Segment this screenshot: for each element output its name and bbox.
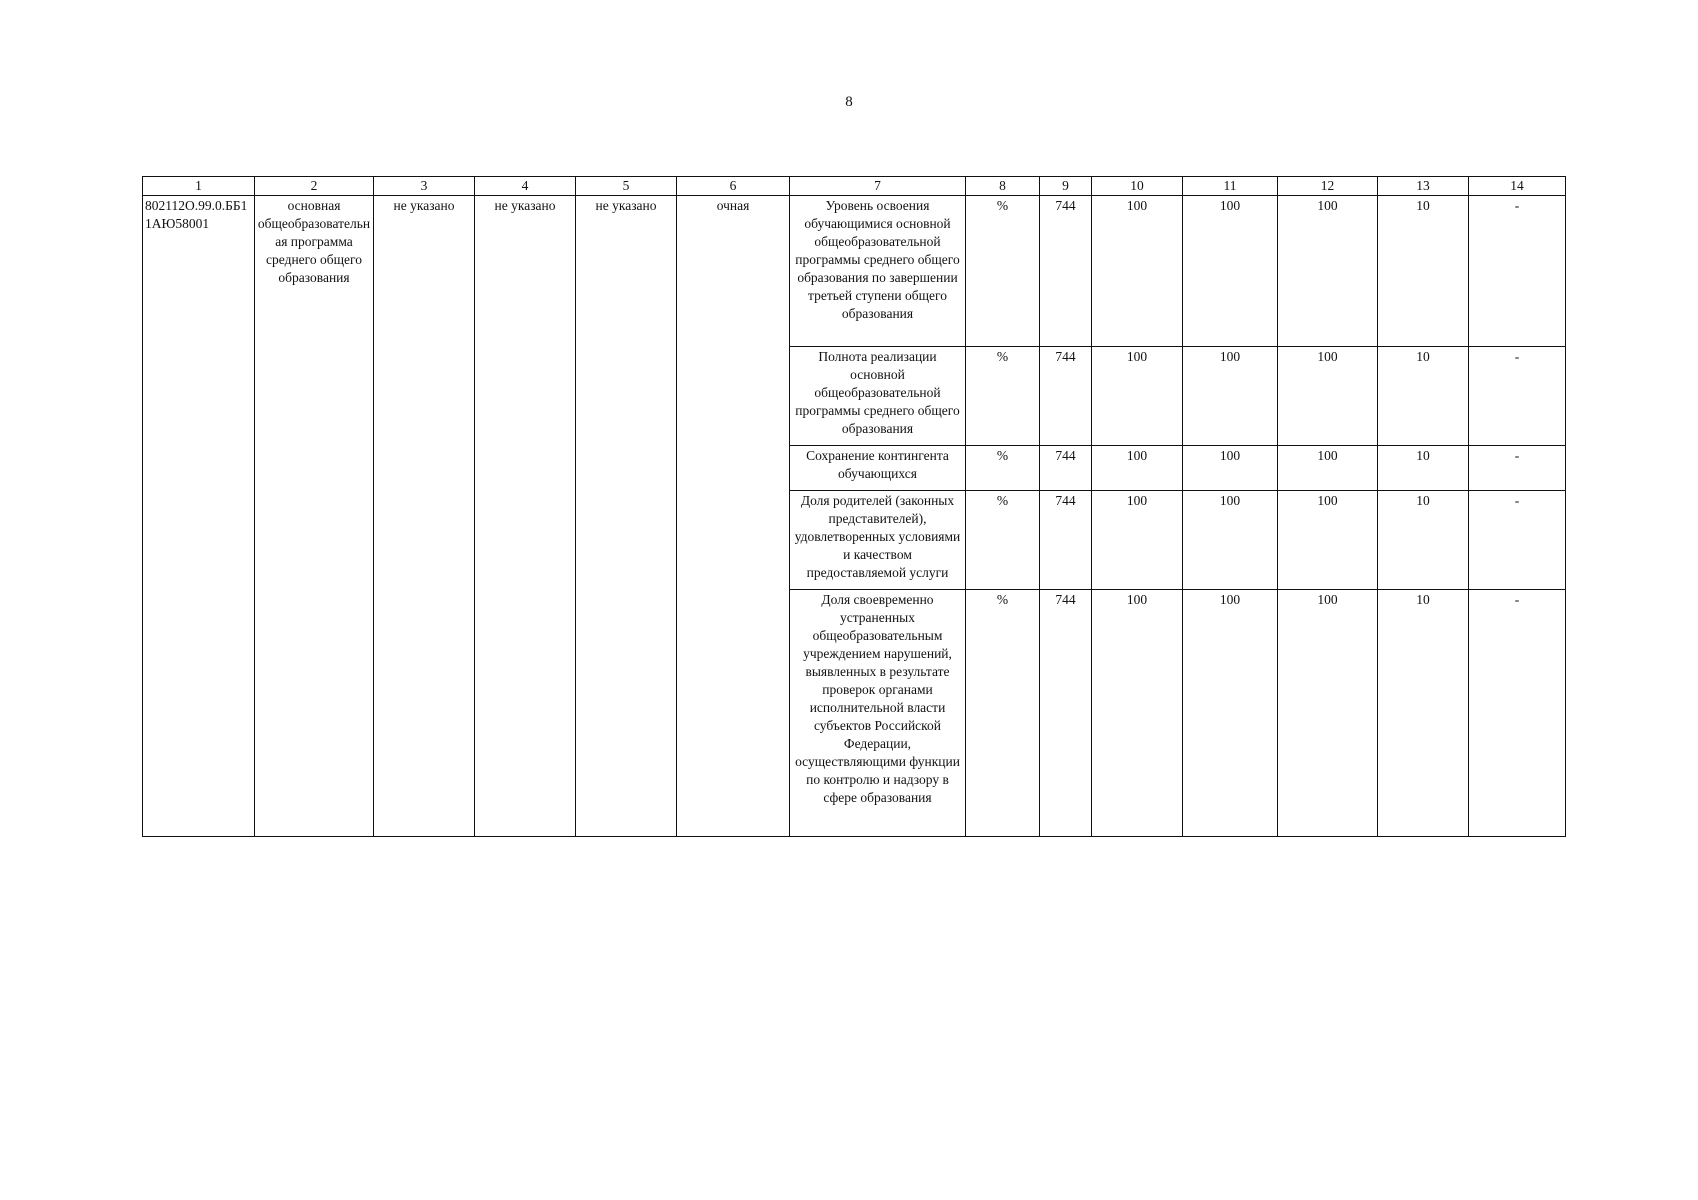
unit-cell: % bbox=[966, 347, 1040, 446]
column-header: 10 bbox=[1092, 177, 1183, 196]
column-header: 1 bbox=[143, 177, 255, 196]
value-cell: 100 bbox=[1092, 347, 1183, 446]
column-header: 11 bbox=[1183, 177, 1278, 196]
okei-cell: 744 bbox=[1040, 347, 1092, 446]
column-header: 8 bbox=[966, 177, 1040, 196]
value-cell: 100 bbox=[1278, 347, 1378, 446]
program-cell: основная общеобразовательная программа среднего общего образования bbox=[255, 196, 374, 837]
value-cell: 100 bbox=[1092, 446, 1183, 491]
value-cell: 100 bbox=[1278, 491, 1378, 590]
value-cell: 10 bbox=[1378, 491, 1469, 590]
value-cell: - bbox=[1469, 590, 1566, 837]
value-cell: 100 bbox=[1183, 590, 1278, 837]
column-5-cell: не указано bbox=[576, 196, 677, 837]
value-cell: 10 bbox=[1378, 196, 1469, 347]
okei-cell: 744 bbox=[1040, 446, 1092, 491]
indicator-name-cell: Уровень освоения обучающимися основной общеобразовательной программы среднего общего образования по завершении третьей ступени общего образования bbox=[790, 196, 966, 347]
column-header: 13 bbox=[1378, 177, 1469, 196]
value-cell: 100 bbox=[1278, 196, 1378, 347]
value-cell: 100 bbox=[1183, 196, 1278, 347]
value-cell: 100 bbox=[1092, 590, 1183, 837]
column-header: 9 bbox=[1040, 177, 1092, 196]
okei-cell: 744 bbox=[1040, 196, 1092, 347]
value-cell: - bbox=[1469, 446, 1566, 491]
unit-cell: % bbox=[966, 446, 1040, 491]
column-header: 14 bbox=[1469, 177, 1566, 196]
education-form-cell: очная bbox=[677, 196, 790, 837]
column-header: 2 bbox=[255, 177, 374, 196]
registry-code-cell: 802112О.99.0.ББ11АЮ58001 bbox=[143, 196, 255, 837]
value-cell: 10 bbox=[1378, 347, 1469, 446]
indicator-name-cell: Полнота реализации основной общеобразовательной программы среднего общего образования bbox=[790, 347, 966, 446]
column-header: 12 bbox=[1278, 177, 1378, 196]
value-cell: 100 bbox=[1278, 446, 1378, 491]
column-header: 3 bbox=[374, 177, 475, 196]
column-header: 7 bbox=[790, 177, 966, 196]
value-cell: - bbox=[1469, 491, 1566, 590]
column-3-cell: не указано bbox=[374, 196, 475, 837]
indicator-name-cell: Доля родителей (законных представителей), удовлетворенных условиями и качеством предоставляемой услуги bbox=[790, 491, 966, 590]
unit-cell: % bbox=[966, 196, 1040, 347]
value-cell: 10 bbox=[1378, 446, 1469, 491]
unit-cell: % bbox=[966, 491, 1040, 590]
value-cell: 100 bbox=[1278, 590, 1378, 837]
header-row bbox=[143, 177, 1566, 196]
column-4-cell: не указано bbox=[475, 196, 576, 837]
unit-cell: % bbox=[966, 590, 1040, 837]
column-header: 4 bbox=[475, 177, 576, 196]
value-cell: - bbox=[1469, 196, 1566, 347]
value-cell: 10 bbox=[1378, 590, 1469, 837]
indicator-name-cell: Сохранение контингента обучающихся bbox=[790, 446, 966, 491]
column-header: 5 bbox=[576, 177, 677, 196]
value-cell: 100 bbox=[1092, 196, 1183, 347]
column-header: 6 bbox=[677, 177, 790, 196]
table-row bbox=[143, 196, 1566, 347]
value-cell: 100 bbox=[1092, 491, 1183, 590]
indicators-table bbox=[142, 176, 1566, 837]
page-number: 8 bbox=[845, 94, 853, 110]
value-cell: 100 bbox=[1183, 446, 1278, 491]
value-cell: 100 bbox=[1183, 491, 1278, 590]
value-cell: 100 bbox=[1183, 347, 1278, 446]
okei-cell: 744 bbox=[1040, 590, 1092, 837]
value-cell: - bbox=[1469, 347, 1566, 446]
okei-cell: 744 bbox=[1040, 491, 1092, 590]
indicator-name-cell: Доля своевременно устраненных общеобразовательным учреждением нарушений, выявленных в результате проверок органами исполнительной власти субъектов Российской Федерации, осуществляющими функции по контролю и надзору в сфере образования bbox=[790, 590, 966, 837]
